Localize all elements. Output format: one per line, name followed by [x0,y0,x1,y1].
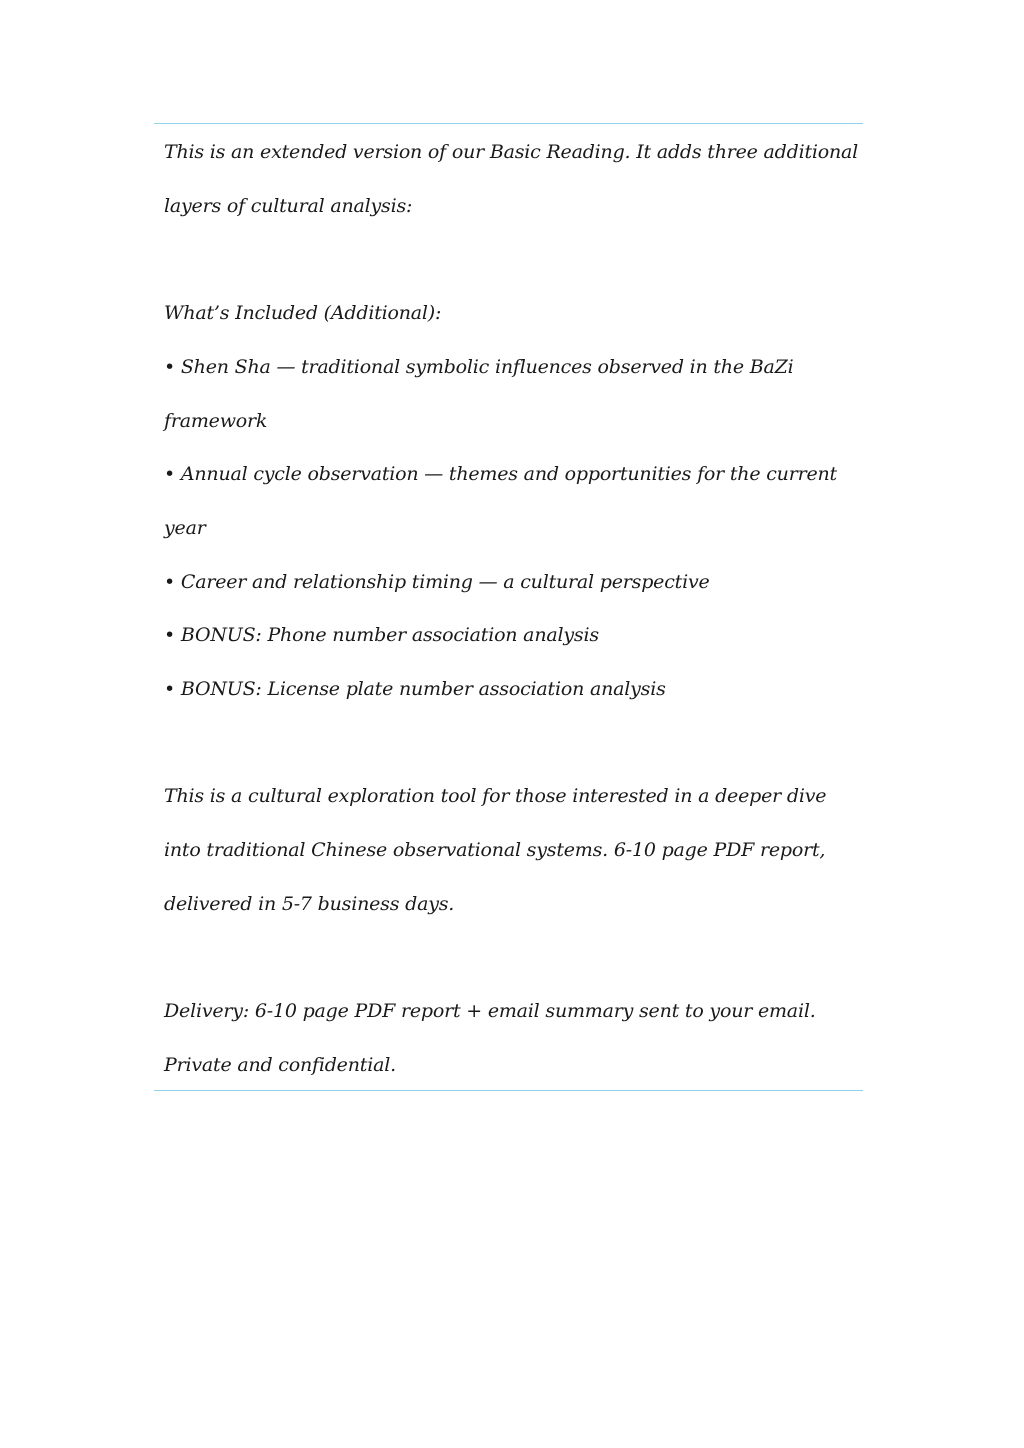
bullet-icon: • [164,678,176,701]
list-item-text: Annual cycle observation — themes and opportunities for the current year [164,463,837,539]
bullet-icon: • [164,570,176,593]
bullet-icon: • [164,463,176,486]
description-paragraph: This is a cultural exploration tool for those interested in a deeper dive into traditional Chinese observational systems. 6-10 page PDF report, delivered in 5-7 business days. [164,785,827,915]
paragraph-spacer [164,932,864,986]
bullet-icon: • [164,624,176,647]
bullet-icon: • [164,355,176,378]
bottom-divider [154,1090,863,1091]
list-item [164,663,864,717]
delivery-paragraph: Delivery: 6-10 page PDF report + email summary sent to your email. Private and confidential. [164,1000,816,1076]
top-divider [154,123,863,124]
list-item [164,609,864,663]
included-list [164,341,864,717]
paragraph-spacer [164,233,864,287]
document-body [164,126,864,1093]
list-item [164,341,864,448]
paragraph-spacer [164,717,864,771]
list-item [164,448,864,555]
list-item-text: BONUS: License plate number association analysis [180,678,666,701]
list-item-text: Shen Sha — traditional symbolic influences observed in the BaZi framework [164,355,794,432]
list-item-text: BONUS: Phone number association analysis [180,624,599,647]
intro-paragraph: This is an extended version of our Basic Reading. It adds three additional layers of cultural analysis: [164,141,859,217]
included-heading: What’s Included (Additional): [164,302,442,325]
list-item-text: Career and relationship timing — a cultural perspective [180,570,710,593]
list-item [164,556,864,610]
